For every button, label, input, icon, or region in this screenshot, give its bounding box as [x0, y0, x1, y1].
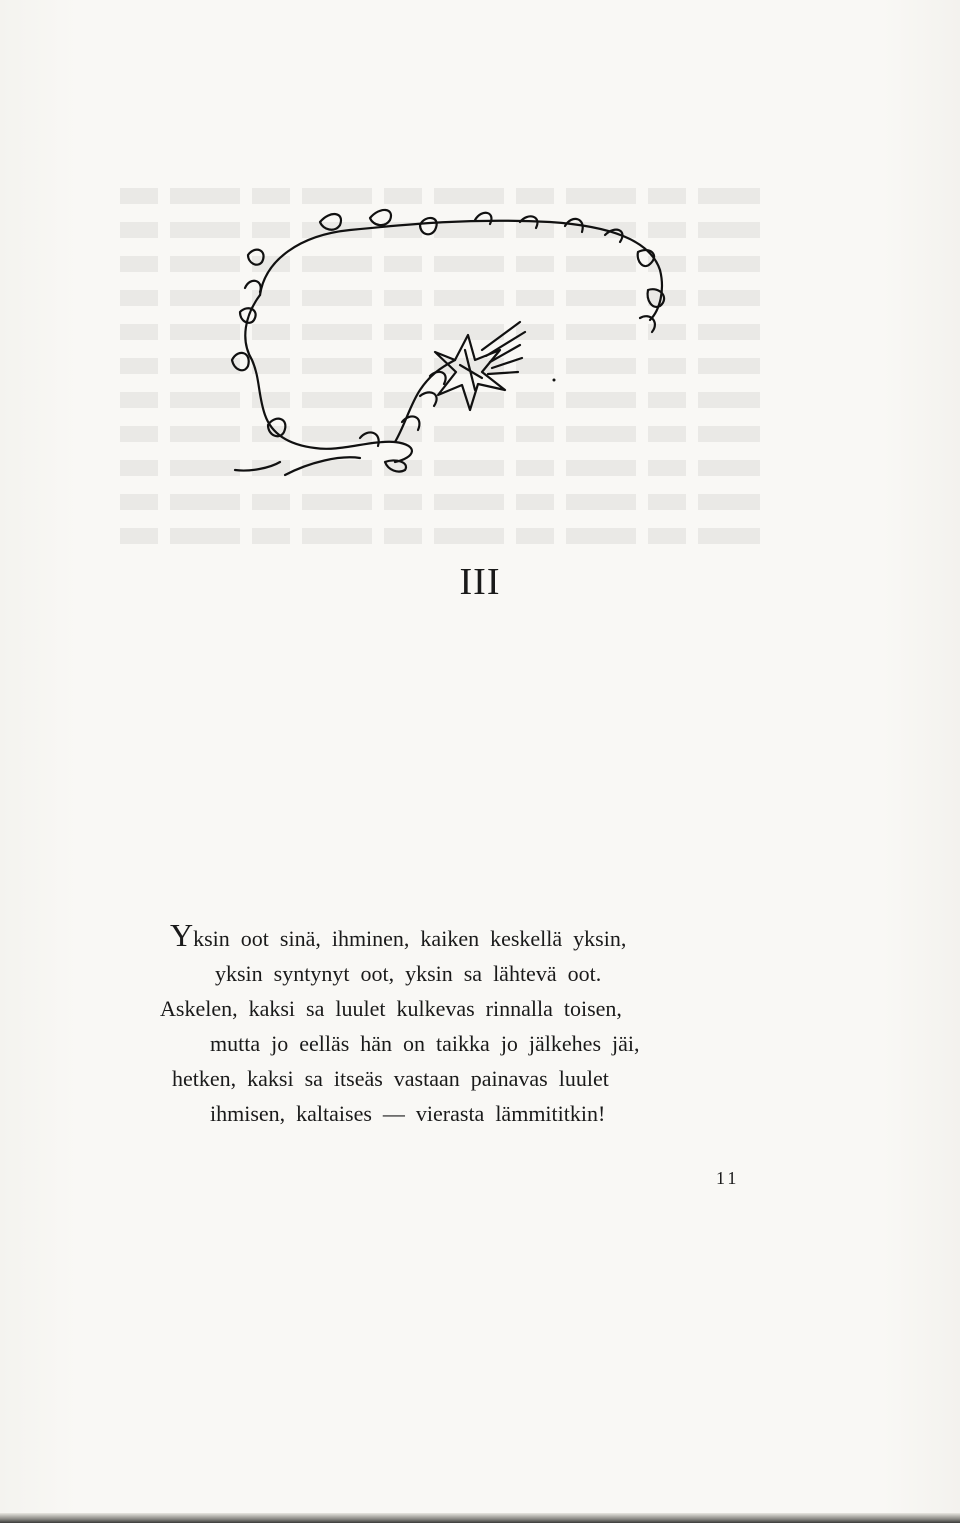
poem-line-text: ksin oot sinä, ihminen, kaiken keskellä yksin, [193, 926, 627, 951]
vine-flower-ornament [220, 200, 690, 490]
poem-line-text: mutta jo eelläs hän on taikka jo jälkehes jäi, [210, 1031, 640, 1056]
poem-line-text: ihmisen, kaltaises — vierasta lämmititkin! [210, 1101, 606, 1126]
poem-line [160, 918, 740, 956]
poem-stanza [160, 918, 740, 1131]
poem-line [160, 1061, 740, 1096]
poem-line-text: yksin syntynyt oot, yksin sa lähtevä oot. [215, 961, 602, 986]
drop-initial: Y [170, 917, 194, 953]
page-bottom-edge [0, 1513, 960, 1523]
poem-line [160, 991, 740, 1026]
page-number: 11 [716, 1168, 740, 1188]
poem-line [160, 956, 740, 991]
section-numeral: III [459, 561, 501, 603]
poem-line [160, 1026, 740, 1061]
poem-line [160, 1096, 740, 1131]
poem-line-text: hetken, kaksi sa itseäs vastaan painavas luulet [172, 1066, 609, 1091]
poem-line-text: Askelen, kaksi sa luulet kulkevas rinnalla toisen, [160, 996, 622, 1021]
